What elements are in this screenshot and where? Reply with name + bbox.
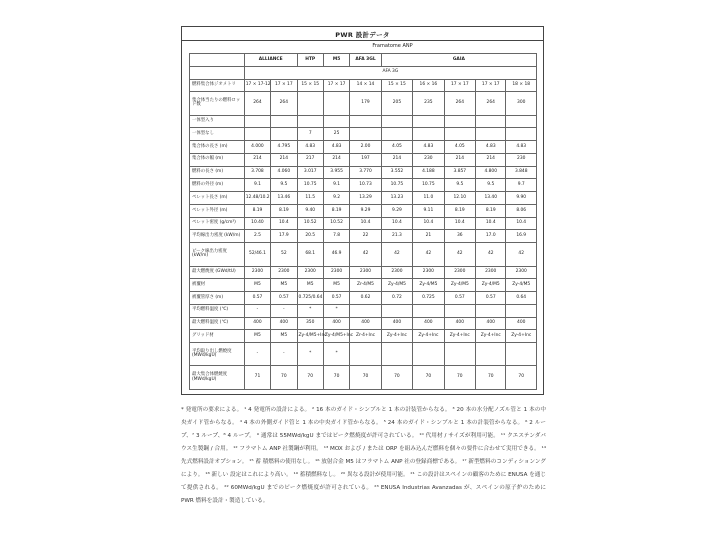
table-cell: 0.57 (271, 292, 297, 305)
table-cell: 2300 (297, 266, 323, 279)
table-cell: 400 (413, 317, 444, 330)
table-row (190, 304, 537, 317)
row-label: ピーク線出力密度 (kW/m) (190, 243, 245, 266)
table-cell: Zy-4/M5 (476, 279, 506, 292)
table-cell: 2300 (350, 266, 381, 279)
table-cell: Zy-4/M5 (444, 279, 475, 292)
table-cell: 42 (381, 243, 412, 266)
table-cell: 3.848 (506, 166, 537, 179)
table-cell: 264 (444, 92, 475, 115)
table-cell: 9.7 (506, 179, 537, 192)
table-row (190, 192, 537, 205)
table-cell: M5 (244, 279, 270, 292)
table-cell: 70 (476, 366, 506, 390)
table-row (190, 243, 537, 266)
table-cell: 9.29 (350, 204, 381, 217)
table-row (190, 343, 537, 366)
table-cell: 10.4 (476, 217, 506, 230)
table-cell: 264 (244, 92, 270, 115)
table-row (190, 317, 537, 330)
table-cell: 68.1 (297, 243, 323, 266)
table-cell: 217 (297, 153, 323, 166)
table-cell: 214 (244, 153, 270, 166)
table-cell: 10.75 (413, 179, 444, 192)
table-cell (476, 304, 506, 317)
table-cell: 4.83 (323, 141, 349, 154)
table-cell: 230 (413, 153, 444, 166)
table-cell: 10.4 (350, 217, 381, 230)
table-row (190, 92, 537, 115)
table-cell: Zr-4+Inc (350, 330, 381, 343)
table-cell: * (297, 304, 323, 317)
table-cell: 0.72 (381, 292, 412, 305)
row-label: 最大集合体燃焼度 (MWd/kgU) (190, 366, 245, 390)
table-cell: 400 (271, 317, 297, 330)
table-cell: 17 × 17 (444, 79, 475, 92)
table-cell (381, 115, 412, 128)
table-cell: Zy-4+Inc (506, 330, 537, 343)
row-label: 燃料の外径 (m) (190, 179, 245, 192)
table-row (190, 266, 537, 279)
table-cell (271, 128, 297, 141)
table-cell: 70 (297, 366, 323, 390)
table-cell: 2.5 (244, 230, 270, 243)
table-cell: 3.708 (244, 166, 270, 179)
table-cell: 214 (323, 153, 349, 166)
table-cell: 70 (350, 366, 381, 390)
table-cell: 16 × 16 (413, 79, 444, 92)
table-cell (381, 304, 412, 317)
table-cell: 8.19 (444, 204, 475, 217)
table-cell: 17 × 17 (323, 79, 349, 92)
table-row (190, 166, 537, 179)
table-cell: 0.57 (444, 292, 475, 305)
footnote-text: * 発電所の要求による。 ¹ 4 発電所の設計による。 ² 16 本のガイド・シンブルと 1 本の計装管からなる。 ³ 20 本の水分配ノズル管と 1 本の中央ガイド管からなる。 ⁴ 4 本の外側ガイド管と 1 本の中央ガイド管からなる。 ⁵ 24 本のガイド・シンブルと 1 本の計装管からなる。 ⁶ 2 ループ、⁷ 3 ループ、⁸ 4 ループ。 ⁹ 通常は 55MWd/kgU まではピーク燃焼度が許可されている。 ¹⁰ 代用材 / サイズが利用可能。 ¹¹ クエステンダバウス生製鋼 / 合用。 ¹² フラマトム ANP 社製鋼が利用。 ¹³ MOX および / または ORP を組み込んだ燃料を個々の要件に合わせて実用できる。 ¹⁴ 先式燃料設計オプション。 ¹⁵ 蓄 積燃料の使用なし。 ¹⁶ 放射合金 M5 はフラマトム ANP 社の登録商標である。 ¹⁷ 新型燃料のコンディションングにより。 ¹⁸ 新しい 設定はこれにより高い。 ¹⁹ 蓄積燃料なし。 ²⁰ 異なる設計が使用可能。 ²¹ この設計はスペインの顧客のために ENUSA を通じて提供される。 ²² 60MWd/kgU までのピーク燃焼度が許可されている。 ²³ ENUSA Industrias Avanzadas が、スペインの原子炉のために PWR 燃料を設計・製造している。 (181, 407, 546, 504)
table-cell: 10.4 (444, 217, 475, 230)
table-cell: 8.19 (323, 204, 349, 217)
row-label: 燃料集合体ジオメトリ (190, 79, 245, 92)
table-cell: 2300 (413, 266, 444, 279)
row-label: 集合体の幅 (m) (190, 153, 245, 166)
table-cell (413, 128, 444, 141)
row-label: ペレット長さ (m) (190, 192, 245, 205)
table-cell: 16.9 (506, 230, 537, 243)
table-cell: 3.552 (381, 166, 412, 179)
table-row (190, 179, 537, 192)
table-cell: 2300 (244, 266, 270, 279)
table-cell (506, 304, 537, 317)
table-row (190, 204, 537, 217)
table-cell: 17.0 (476, 230, 506, 243)
table-cell: - (271, 304, 297, 317)
group-header-extra-row (190, 66, 537, 79)
table-cell: 10.4 (381, 217, 412, 230)
table-cell: 14 × 14 (350, 79, 381, 92)
table-cell: Zy-4/M5+Inc (323, 330, 349, 343)
table-cell: 12.10 (444, 192, 475, 205)
table-cell (350, 304, 381, 317)
table-cell: 214 (271, 153, 297, 166)
row-label: 一体型なし (190, 128, 245, 141)
table-cell: 400 (444, 317, 475, 330)
table-cell: 214 (381, 153, 412, 166)
row-label: 被覆材 (190, 279, 245, 292)
table-cell: 2300 (381, 266, 412, 279)
table-cell: 4.800 (476, 166, 506, 179)
table-cell: M5 (271, 279, 297, 292)
table-cell: 70 (506, 366, 537, 390)
title-divider (182, 40, 543, 41)
row-label: 平均線出力密度 (kW/m) (190, 230, 245, 243)
table-cell: Zy-4/M5 (381, 279, 412, 292)
table-cell: 8.19 (476, 204, 506, 217)
table-cell: 22 (350, 230, 381, 243)
table-cell: 9.11 (413, 204, 444, 217)
table-cell (444, 343, 475, 366)
table-cell: 4.05 (444, 141, 475, 154)
table-cell: 70 (413, 366, 444, 390)
table-cell (350, 343, 381, 366)
table-row (190, 330, 537, 343)
group-header: M5 (323, 54, 349, 67)
table-cell: M5 (297, 279, 323, 292)
table-row (190, 153, 537, 166)
table-cell: 400 (476, 317, 506, 330)
group-header: GAIA (381, 54, 536, 67)
table-cell: 8.19 (244, 204, 270, 217)
table-cell: Zr-4/M5 (350, 279, 381, 292)
row-label: ペレット外径 (m) (190, 204, 245, 217)
table-cell: 17 × 17 (476, 79, 506, 92)
table-cell: 214 (476, 153, 506, 166)
table-cell: 9.5 (476, 179, 506, 192)
table-cell: 10.4 (413, 217, 444, 230)
table-cell: 70 (381, 366, 412, 390)
design-data-table (189, 53, 537, 390)
table-cell (350, 115, 381, 128)
table-row (190, 128, 537, 141)
table-cell (476, 115, 506, 128)
table-cell: 11.0 (413, 192, 444, 205)
table-cell: 46.9 (323, 243, 349, 266)
table-cell: 264 (271, 92, 297, 115)
group-header: ALLIANCE (244, 54, 297, 67)
table-cell: * (323, 304, 349, 317)
row-label: 集合体当たりの燃料ロッド数 (190, 92, 245, 115)
table-cell: Zy-4/M5+Inc (297, 330, 323, 343)
table-cell: 10.75 (381, 179, 412, 192)
table-cell: 2300 (476, 266, 506, 279)
table-cell: 300 (506, 92, 537, 115)
table-cell (323, 92, 349, 115)
table-cell: 197 (350, 153, 381, 166)
table-row (190, 279, 537, 292)
table-cell: 70 (444, 366, 475, 390)
table-cell (506, 115, 537, 128)
table-cell: 52 (271, 243, 297, 266)
table-cell: 15 × 15 (297, 79, 323, 92)
table-cell: 17.9 (271, 230, 297, 243)
table-cell (413, 343, 444, 366)
table-cell: 264 (476, 92, 506, 115)
table-cell: 4.83 (476, 141, 506, 154)
row-label: 集合体の長さ (m) (190, 141, 245, 154)
table-cell: 4.000 (244, 141, 270, 154)
table-cell (444, 128, 475, 141)
row-label: グリッド材 (190, 330, 245, 343)
table-cell (323, 115, 349, 128)
table-cell (413, 115, 444, 128)
table-cell: 4.83 (297, 141, 323, 154)
table-cell: 21 (413, 230, 444, 243)
table-cell: - (244, 304, 270, 317)
table-cell: 9.2 (323, 192, 349, 205)
table-cell: 2300 (506, 266, 537, 279)
spec-sheet (181, 26, 544, 395)
group-header: HTP (297, 54, 323, 67)
table-cell: 4.188 (413, 166, 444, 179)
table-cell: 2300 (444, 266, 475, 279)
table-cell: 9.90 (506, 192, 537, 205)
table-cell: 350 (297, 317, 323, 330)
table-cell: 17 × 17-12 (244, 79, 270, 92)
table-cell (244, 115, 270, 128)
table-cell (506, 128, 537, 141)
group-header-row (190, 54, 537, 67)
table-cell: 0.57 (476, 292, 506, 305)
table-cell: 7.8 (323, 230, 349, 243)
table-cell: 230 (506, 153, 537, 166)
table-row (190, 230, 537, 243)
table-cell: 179 (350, 92, 381, 115)
table-cell: 0.64 (506, 292, 537, 305)
table-cell: * (323, 343, 349, 366)
table-row (190, 141, 537, 154)
table-cell: 4.05 (381, 141, 412, 154)
table-cell: 3.770 (350, 166, 381, 179)
table-cell: 9.29 (381, 204, 412, 217)
row-label: 平均燃料温度 (℃) (190, 304, 245, 317)
table-cell: 9.1 (244, 179, 270, 192)
table-row (190, 217, 537, 230)
table-row (190, 292, 537, 305)
table-cell (271, 115, 297, 128)
table-cell (413, 304, 444, 317)
table-cell: 400 (244, 317, 270, 330)
table-cell: 21.3 (381, 230, 412, 243)
table-cell: 2.00 (350, 141, 381, 154)
table-cell: 71 (244, 366, 270, 390)
table-cell: 10.40 (244, 217, 270, 230)
table-cell: Zy-4+Inc (381, 330, 412, 343)
table-cell: 11.5 (297, 192, 323, 205)
table-cell: 8.06 (506, 204, 537, 217)
table-cell: 214 (444, 153, 475, 166)
row-label: 最大燃料温度 (℃) (190, 317, 245, 330)
table-row (190, 79, 537, 92)
group-header-extra: AFA 3G (244, 66, 536, 79)
table-cell (244, 128, 270, 141)
table-cell: 10.4 (271, 217, 297, 230)
table-cell: 400 (506, 317, 537, 330)
table-cell: 8.19 (271, 204, 297, 217)
table-cell: 4.83 (413, 141, 444, 154)
table-cell: 9.5 (271, 179, 297, 192)
table-cell: * (297, 343, 323, 366)
table-cell: 9.1 (323, 179, 349, 192)
table-cell: 52/46.1 (244, 243, 270, 266)
table-cell: 0.57 (244, 292, 270, 305)
table-cell: Zy-4/M5 (506, 279, 537, 292)
table-cell (444, 115, 475, 128)
row-label: ペレット密度 (g/cm³) (190, 217, 245, 230)
table-cell: 13.46 (271, 192, 297, 205)
table-cell: Zy-4+Inc (476, 330, 506, 343)
table-cell (297, 92, 323, 115)
table-cell: 400 (323, 317, 349, 330)
table-cell: 25 (323, 128, 349, 141)
table-cell: Zy-4+Inc (444, 330, 475, 343)
table-cell: 10.52 (297, 217, 323, 230)
table-cell (381, 343, 412, 366)
table-cell: 15 × 15 (381, 79, 412, 92)
table-row (190, 366, 537, 390)
table-cell: 0.725/0.64 (297, 292, 323, 305)
table-cell: Zy-4/M5 (413, 279, 444, 292)
table-cell: 18 × 18 (506, 79, 537, 92)
table-cell (381, 128, 412, 141)
table-cell: 20.5 (297, 230, 323, 243)
table-cell: 4.83 (506, 141, 537, 154)
table-cell: 3.017 (297, 166, 323, 179)
table-cell: 70 (323, 366, 349, 390)
table-cell: 42 (476, 243, 506, 266)
table-cell: M5 (244, 330, 270, 343)
table-cell: 70 (271, 366, 297, 390)
table-cell (476, 128, 506, 141)
table-cell: 42 (444, 243, 475, 266)
table-cell: 10.75 (297, 179, 323, 192)
table-cell: 17 × 17 (271, 79, 297, 92)
table-cell: 4.060 (271, 166, 297, 179)
table-cell: 400 (350, 317, 381, 330)
row-label: 平均取り出し燃焼度 (MWd/kgU) (190, 343, 245, 366)
table-cell: 2300 (323, 266, 349, 279)
table-cell: 36 (444, 230, 475, 243)
table-cell: 7 (297, 128, 323, 141)
table-cell (476, 343, 506, 366)
table-cell: - (244, 343, 270, 366)
table-cell: 10.52 (323, 217, 349, 230)
row-label: 燃料の長さ (m) (190, 166, 245, 179)
table-cell: 10.4 (506, 217, 537, 230)
table-cell: 0.725 (413, 292, 444, 305)
table-cell: 0.62 (350, 292, 381, 305)
table-cell (506, 343, 537, 366)
table-cell: 42 (350, 243, 381, 266)
table-cell: 13.23 (381, 192, 412, 205)
table-cell: 9.5 (444, 179, 475, 192)
table-cell: 0.57 (323, 292, 349, 305)
table-cell: 10.73 (350, 179, 381, 192)
table-cell: 42 (506, 243, 537, 266)
table-cell: 205 (381, 92, 412, 115)
table-cell: 13.40 (476, 192, 506, 205)
document-title: PWR 設計データ (335, 31, 390, 39)
table-cell: - (271, 343, 297, 366)
table-cell (297, 115, 323, 128)
table-cell (350, 128, 381, 141)
row-label: 一体型入り (190, 115, 245, 128)
row-label: 最大燃焼度 (GWd/tU) (190, 266, 245, 279)
table-cell: 42 (413, 243, 444, 266)
group-header-label (190, 54, 245, 67)
table-cell: 3.857 (444, 166, 475, 179)
table-cell: M5 (271, 330, 297, 343)
footnotes (181, 404, 546, 508)
table-cell: 13.29 (350, 192, 381, 205)
table-cell: 3.955 (323, 166, 349, 179)
table-cell: M5 (323, 279, 349, 292)
table-cell: 235 (413, 92, 444, 115)
table-cell: Zy-4+Inc (413, 330, 444, 343)
row-label: 被覆管厚さ (m) (190, 292, 245, 305)
group-header-extra-label (190, 66, 245, 79)
table-row (190, 115, 537, 128)
table-cell: 2300 (271, 266, 297, 279)
table-cell (444, 304, 475, 317)
table-cell: 9.40 (297, 204, 323, 217)
group-header: AFA 3GL (350, 54, 381, 67)
table-cell: 400 (381, 317, 412, 330)
table-cell: 4.795 (271, 141, 297, 154)
table-cell: 12.48/10.2 (244, 192, 270, 205)
document-subtitle: Framatome ANP (372, 43, 413, 49)
